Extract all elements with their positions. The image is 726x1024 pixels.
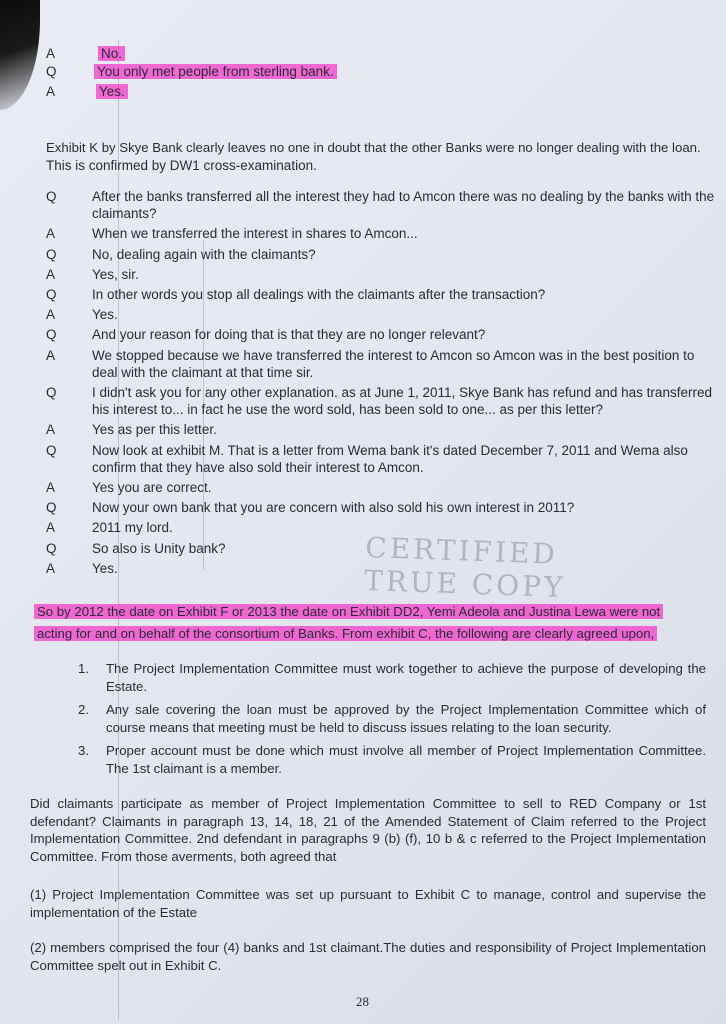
speaker-label: Q <box>46 64 57 79</box>
speaker-label: Q <box>46 287 57 302</box>
speaker-label: A <box>46 84 56 99</box>
claimants-paragraph: Did claimants participate as member of Project Implementation Committee to sell to RED Company or 1st defendant? Claimants in paragraph 13, 14, 18, 21 of the Amended Statement of Claim referred to the Project Implementation Committee. 2nd defendant in paragraphs 9 (b) (f), 10 b & c referred to the Project Implementation Committee. From those averments, both agreed that <box>30 796 706 864</box>
speaker-label: Q <box>46 327 57 343</box>
speaker-label: A <box>46 560 56 576</box>
speaker-label: A <box>46 46 56 61</box>
exhibit-k-line-2: This is confirmed by DW1 cross-examination. <box>46 158 317 173</box>
speaker-label: A <box>46 480 56 495</box>
qa-text: his interest to... in fact he use the word sold, has been sold to one... as per this letter? <box>92 402 604 418</box>
qa-text: Yes, sir. <box>92 266 139 282</box>
speaker-label: Q <box>46 189 57 204</box>
agreed-point-2: (2) members comprised the four (4) banks and 1st claimant.The duties and responsibility of Project Implementation Committee spelt out in Exhibit C. <box>30 940 706 973</box>
qa-text: Yes. <box>92 560 118 576</box>
qa-text: claimants? <box>92 206 157 222</box>
speaker-label: Q <box>46 540 57 556</box>
speaker-label: Q <box>46 246 57 262</box>
speaker-label: A <box>46 520 56 536</box>
qa-text: Yes as per this letter. <box>92 422 217 438</box>
qa-text: And your reason for doing that is that they are no longer relevant? <box>92 327 486 343</box>
speaker-label: A <box>46 347 56 363</box>
list-item: 1. The Project Implementation Committee must work together to achieve the purpose of developing the Estate. <box>78 661 706 694</box>
list-item: 2. Any sale covering the loan must be approved by the Project Implementation Committee which of course means that meeting must be held to discuss issues relating to the loan security. <box>78 702 706 735</box>
page-number: 28 <box>356 994 369 1009</box>
qa-text: We stopped because we have transferred the interest to Amcon so Amcon was in the best position to <box>92 347 695 363</box>
highlight-line-1: So by 2012 the date on Exhibit F or 2013 the date on Exhibit DD2, Yemi Adeola and Justina Lewa were not <box>34 604 663 620</box>
list-item: 3. Proper account must be done which must involve all member of Project Implementation Committee. The 1st claimant is a member. <box>78 743 706 776</box>
highlight-line-2: acting for and on behalf of the consortium of Banks. From exhibit C, the following are clearly agreed upon, <box>34 626 657 642</box>
qa-text: Yes. <box>92 307 118 323</box>
speaker-label: A <box>46 226 56 242</box>
speaker-label: A <box>46 266 56 282</box>
qa-text: In other words you stop all dealings with the claimants after the transaction? <box>92 287 546 302</box>
scan-corner-shadow <box>0 0 40 110</box>
qa-text: After the banks transferred all the interest they had to Amcon there was no dealing by the banks with the <box>92 189 715 204</box>
qa-text: So also is Unity bank? <box>92 540 226 556</box>
qa-text: No, dealing again with the claimants? <box>92 246 316 262</box>
speaker-label: A <box>46 307 56 323</box>
qa-text: 2011 my lord. <box>92 520 173 536</box>
qa-text: Now your own bank that you are concern with also sold his own interest in 2011? <box>92 500 575 516</box>
exhibit-k-line-1: Exhibit K by Skye Bank clearly leaves no one in doubt that the other Banks were no longer dealing with the loan. <box>46 140 701 155</box>
certified-true-copy-stamp: CERTIFIED TRUE COPY <box>363 531 567 604</box>
qa-text: Yes you are correct. <box>92 480 212 495</box>
qa-text: Yes. <box>96 84 128 100</box>
qa-text: No. <box>98 46 125 62</box>
agreed-point-1: (1) Project Implementation Committee was set up pursuant to Exhibit C to manage, control and supervise the implementation of the Estate <box>30 887 706 920</box>
qa-text: deal with the claimant at that time sir. <box>92 364 314 380</box>
qa-text: Now look at exhibit M. That is a letter from Wema bank it's dated December 7, 2011 and Wema also <box>92 442 688 458</box>
speaker-label: Q <box>46 385 57 400</box>
qa-text: When we transferred the interest in shares to Amcon... <box>92 226 418 242</box>
qa-text: You only met people from sterling bank. <box>94 64 337 80</box>
speaker-label: A <box>46 422 56 438</box>
qa-text: confirm that they have also sold their interest to Amcon. <box>92 459 424 475</box>
speaker-label: Q <box>46 500 57 516</box>
qa-text: I didn't ask you for any other explanation. as at June 1, 2011, Skye Bank has refund and has transferred <box>92 385 712 400</box>
speaker-label: Q <box>46 442 57 458</box>
